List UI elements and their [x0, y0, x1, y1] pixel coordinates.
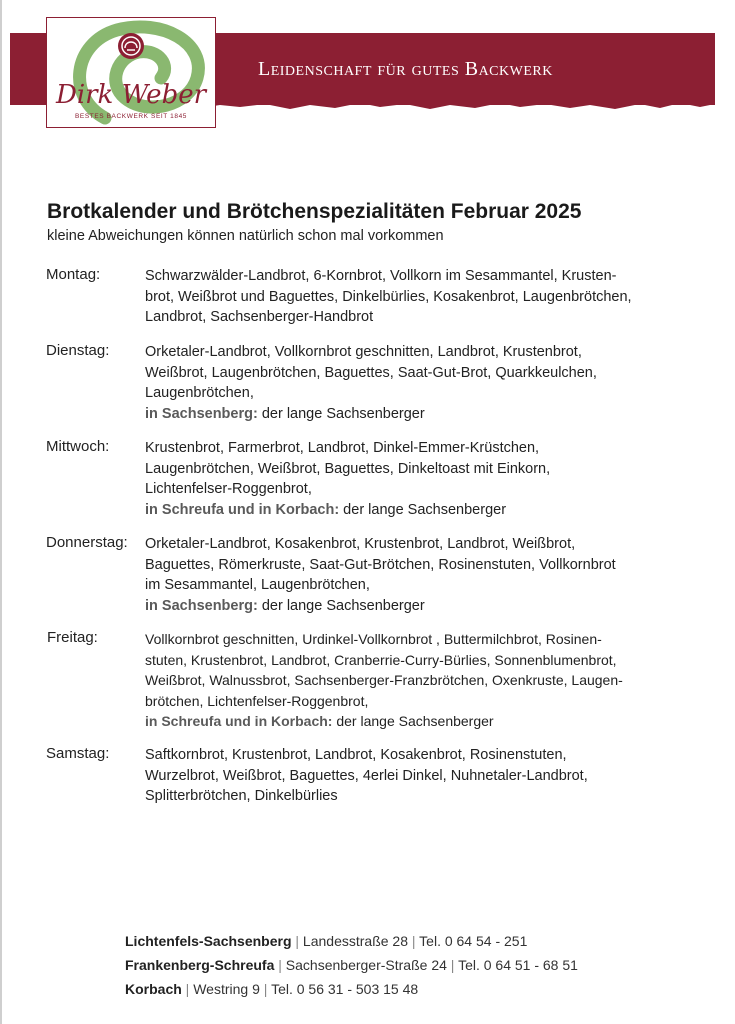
location-phone: Tel. 0 56 31 - 503 15 48 — [271, 981, 419, 997]
bread-line: Schwarzwälder-Landbrot, 6-Kornbrot, Vollkorn im Sesammantel, Krusten- — [145, 268, 617, 284]
bread-line: Laugenbrötchen, — [145, 385, 254, 401]
bread-line: Vollkornbrot geschnitten, Urdinkel-Vollkornbrot , Buttermilchbrot, Rosinen- — [145, 631, 602, 647]
location-phone: Tel. 0 64 54 - 251 — [419, 933, 528, 949]
footer-location: Lichtenfels-Sachsenberg | Landesstraße 28 | Tel. 0 64 54 - 251 — [125, 933, 528, 949]
bread-line: Laugenbrötchen, Weißbrot, Baguettes, Dinkeltoast mit Einkorn, — [145, 460, 551, 477]
day-label: Mittwoch: — [46, 438, 110, 455]
bread-line: stuten, Krustenbrot, Landbrot, Cranberrie-Curry-Bürlies, Sonnenblumenbrot, — [145, 651, 617, 668]
bread-line: Baguettes, Römerkruste, Saat-Gut-Brötchen, Rosinenstuten, Vollkornbrot — [145, 556, 616, 573]
location-name: Korbach — [125, 981, 182, 997]
page-subtitle: kleine Abweichungen können natürlich schon mal vorkommen — [47, 228, 444, 244]
bread-line: Wurzelbrot, Weißbrot, Baguettes, 4erlei Dinkel, Nuhnetaler-Landbrot, — [145, 767, 588, 784]
day-label: Samstag: — [46, 745, 110, 762]
logo-name: Dirk Weber — [55, 80, 207, 110]
day-label: Donnerstag: — [46, 534, 128, 551]
bread-line: Weißbrot, Walnussbrot, Sachsenberger-Franzbrötchen, Oxenkruste, Laugen- — [145, 672, 623, 688]
bread-line: Krustenbrot, Farmerbrot, Landbrot, Dinkel-Emmer-Krüstchen, — [145, 440, 540, 456]
special-line — [145, 711, 680, 732]
bread-line: brötchen, Lichtenfelser-Roggenbrot, — [145, 692, 369, 709]
bread-line: Weißbrot, Laugenbrötchen, Baguettes, Saat-Gut-Brot, Quarkkeulchen, — [145, 364, 597, 381]
special-line — [145, 404, 680, 425]
page-title: Brotkalender und Brötchenspezialitäten Februar 2025 — [47, 200, 582, 223]
special-bread: der lange Sachsenberger — [332, 713, 494, 729]
day-bread-list — [145, 629, 680, 732]
logo — [46, 17, 216, 128]
bread-line: Saftkornbrot, Krustenbrot, Landbrot, Kosakenbrot, Rosinenstuten, — [145, 747, 567, 763]
location-address: Westring 9 — [193, 981, 260, 997]
footer-location: Frankenberg-Schreufa | Sachsenberger-Straße 24 | Tel. 0 64 51 - 68 51 — [125, 957, 578, 973]
location-phone: Tel. 0 64 51 - 68 51 — [458, 957, 578, 973]
location-address: Landesstraße 28 — [302, 933, 408, 949]
bread-line: Orketaler-Landbrot, Vollkornbrot geschnitten, Landbrot, Krustenbrot, — [145, 344, 582, 360]
footer-locations — [125, 929, 578, 1001]
special-line — [145, 500, 680, 521]
day-bread-list — [145, 534, 680, 616]
special-line — [145, 596, 680, 617]
location-name: Frankenberg-Schreufa — [125, 957, 275, 973]
special-location: in Sachsenberg: — [145, 597, 258, 614]
bread-line: Splitterbrötchen, Dinkelbürlies — [145, 788, 338, 804]
day-bread-list — [145, 266, 680, 328]
bread-line: Lichtenfelser-Roggenbrot, — [145, 481, 312, 497]
day-label: Montag: — [46, 266, 101, 283]
bread-line: Landbrot, Sachsenberger-Handbrot — [145, 309, 374, 325]
bread-line: brot, Weißbrot und Baguettes, Dinkelbürlies, Kosakenbrot, Laugenbrötchen, — [145, 288, 632, 305]
location-address: Sachsenberger-Straße 24 — [285, 957, 447, 973]
header-slogan: Leidenschaft für gutes Backwerk — [258, 58, 553, 80]
day-label: Dienstag: — [46, 342, 110, 359]
footer-location: Korbach | Westring 9 | Tel. 0 56 31 - 503 15 48 — [125, 981, 419, 997]
day-label: Freitag: — [47, 629, 98, 646]
special-bread: der lange Sachsenberger — [257, 405, 425, 422]
page-edge — [0, 0, 2, 1024]
day-bread-list — [145, 342, 680, 424]
special-bread: der lange Sachsenberger — [257, 597, 425, 614]
bread-line: Orketaler-Landbrot, Kosakenbrot, Krustenbrot, Landbrot, Weißbrot, — [145, 536, 576, 552]
location-name: Lichtenfels-Sachsenberg — [125, 933, 292, 949]
bread-line: im Sesammantel, Laugenbrötchen, — [145, 577, 370, 593]
special-location: in Schreufa und in Korbach: — [145, 501, 340, 518]
logo-tagline: BESTES BACKWERK SEIT 1845 — [74, 113, 188, 120]
day-bread-list — [145, 438, 680, 520]
special-location: in Sachsenberg: — [145, 405, 258, 422]
special-bread: der lange Sachsenberger — [339, 501, 507, 518]
special-location: in Schreufa und in Korbach: — [145, 713, 333, 729]
day-bread-list — [145, 745, 680, 807]
